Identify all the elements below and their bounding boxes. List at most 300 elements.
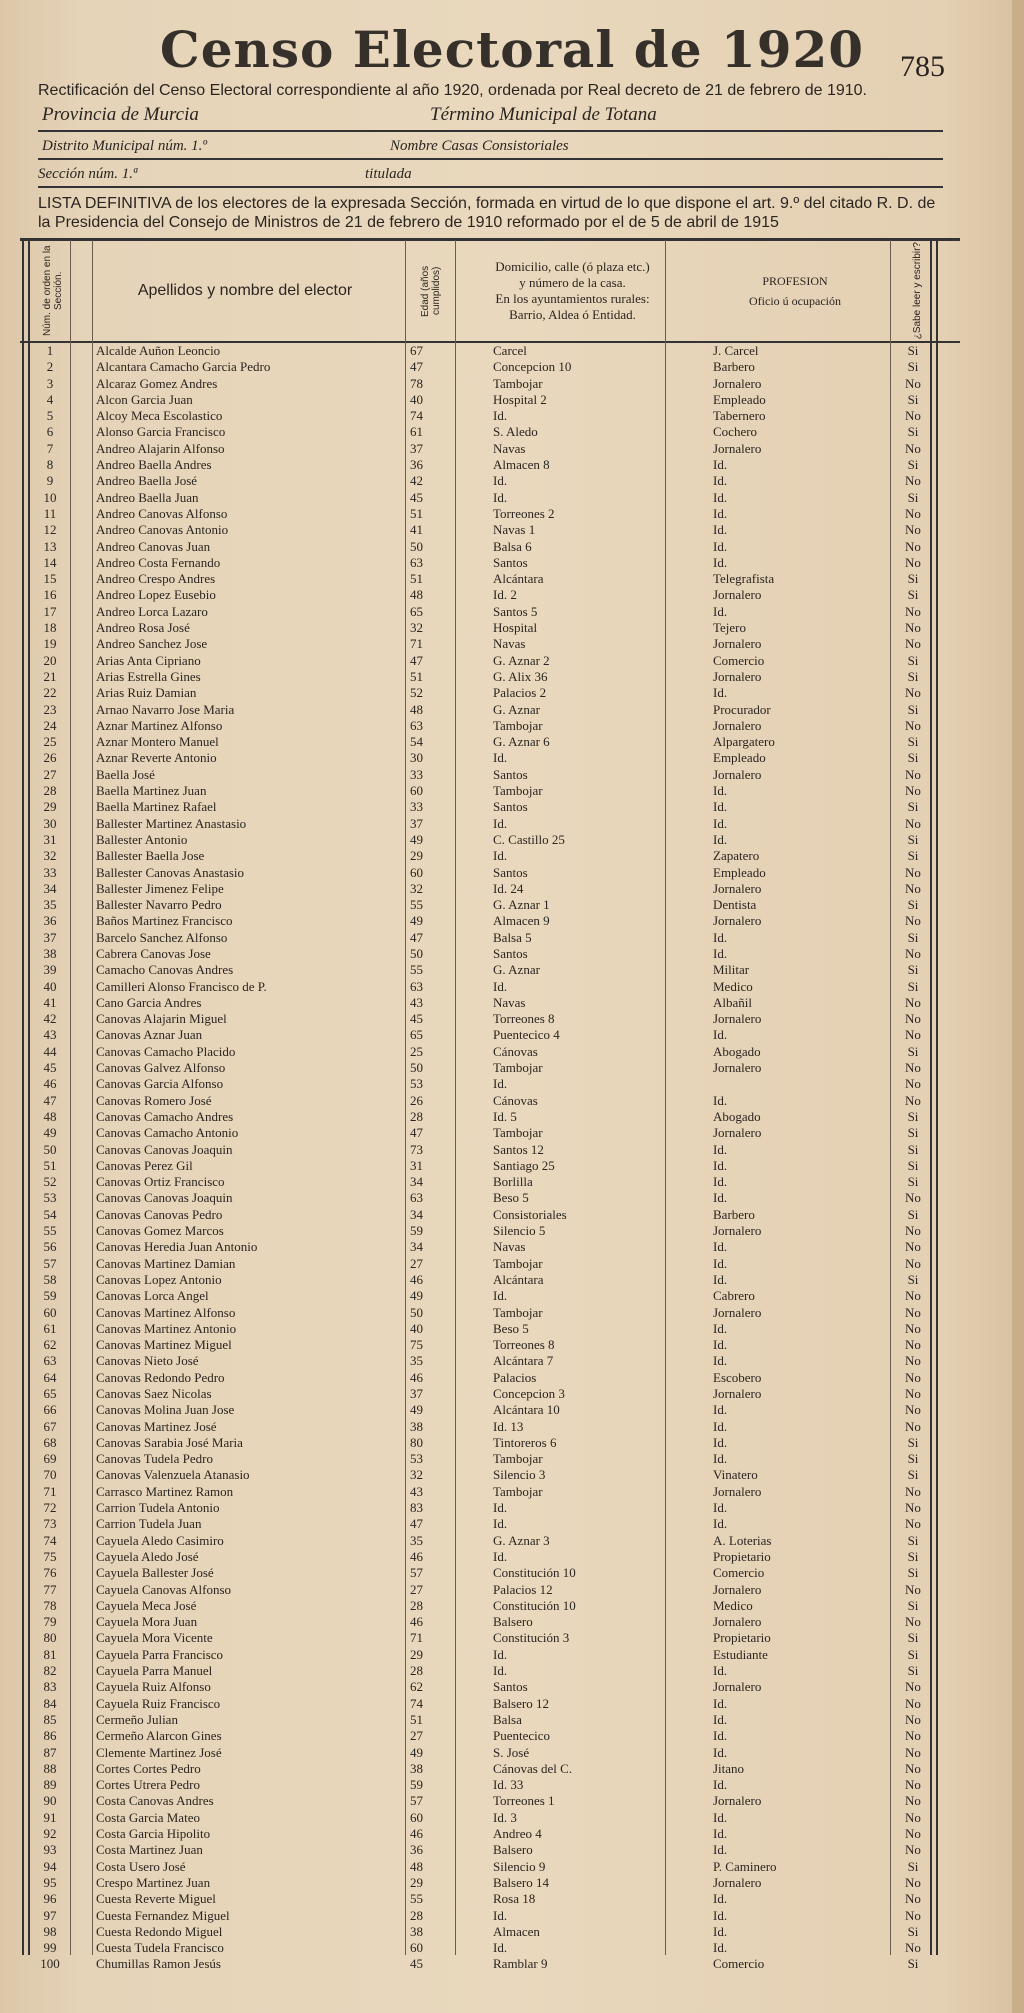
elector-name: Cayuela Aledo Casimiro (96, 1532, 224, 1548)
table-row (0, 1891, 1024, 1907)
table-row (0, 376, 1024, 392)
row-number: 31 (43, 831, 57, 847)
elector-age: 49 (410, 1744, 423, 1760)
elector-sabe-leer: Si (907, 1597, 919, 1613)
table-row (0, 653, 1024, 669)
elector-profesion: Jornalero (713, 1581, 762, 1597)
elector-profesion: Id. (713, 1842, 728, 1858)
row-number: 10 (43, 489, 57, 505)
table-row (0, 1500, 1024, 1516)
elector-domicilio: Id. (493, 1500, 508, 1516)
row-number: 87 (43, 1744, 57, 1760)
elector-sabe-leer: Si (907, 831, 919, 847)
elector-age: 46 (410, 1826, 423, 1842)
table-row (0, 1712, 1024, 1728)
elector-sabe-leer: Si (907, 978, 919, 994)
distrito: Distrito Municipal núm. 1.º (42, 138, 208, 154)
elector-name: Canovas Lorca Angel (96, 1288, 209, 1304)
elector-domicilio: G. Aznar (493, 701, 540, 717)
row-number: 84 (43, 1695, 57, 1711)
elector-profesion: Comercio (713, 1565, 765, 1581)
row-number: 86 (43, 1728, 57, 1744)
elector-age: 38 (410, 1760, 423, 1776)
elector-age: 75 (410, 1337, 423, 1353)
table-row (0, 408, 1024, 424)
elector-name: Arias Estrella Gines (96, 668, 201, 684)
elector-profesion: Propietario (713, 1630, 771, 1646)
elector-name: Canovas Ortiz Francisco (96, 1174, 225, 1190)
elector-domicilio: Concepcion 10 (493, 359, 572, 375)
elector-profesion: Alpargatero (713, 734, 775, 750)
elector-profesion: Jornalero (713, 1483, 762, 1499)
elector-name: Andreo Baella Juan (96, 489, 199, 505)
elector-sabe-leer: No (905, 375, 921, 391)
row-number: 12 (43, 522, 57, 538)
elector-name: Cuesta Tudela Francisco (96, 1940, 224, 1956)
elector-name: Ballester Jimenez Felipe (96, 880, 224, 896)
elector-sabe-leer: No (905, 554, 921, 570)
table-row (0, 897, 1024, 913)
elector-sabe-leer: No (905, 864, 921, 880)
elector-sabe-leer: No (905, 1255, 921, 1271)
table-row (0, 1125, 1024, 1141)
elector-name: Aznar Reverte Antonio (96, 750, 217, 766)
elector-name: Alcoy Meca Escolastico (96, 408, 223, 424)
row-number: 76 (43, 1565, 57, 1581)
row-number: 74 (43, 1532, 57, 1548)
elector-profesion: Jornalero (713, 1874, 762, 1890)
elector-name: Ballester Baella Jose (96, 848, 205, 864)
table-row (0, 962, 1024, 978)
elector-profesion: Id. (713, 1092, 728, 1108)
row-number: 25 (43, 734, 57, 750)
elector-age: 33 (410, 766, 423, 782)
elector-profesion: Id. (713, 685, 728, 701)
elector-sabe-leer: Si (907, 1646, 919, 1662)
table-row (0, 555, 1024, 571)
row-number: 65 (43, 1386, 57, 1401)
elector-name: Ballester Canovas Anastasio (96, 864, 245, 880)
table-row (0, 392, 1024, 408)
row-number: 82 (43, 1663, 57, 1679)
elector-sabe-leer: Si (907, 1206, 919, 1222)
elector-sabe-leer: Si (907, 701, 919, 717)
elector-profesion: Id. (713, 489, 728, 505)
elector-name: Barcelo Sanchez Alfonso (96, 929, 228, 945)
table-row (0, 734, 1024, 750)
table-row (0, 1207, 1024, 1223)
elector-age: 54 (410, 734, 423, 750)
elector-sabe-leer: No (905, 1011, 921, 1027)
elector-profesion: Id. (713, 1157, 728, 1173)
elector-name: Canovas Romero José (96, 1092, 212, 1108)
divider (38, 158, 943, 160)
table-row (0, 1663, 1024, 1679)
elector-domicilio: Torreones 8 (493, 1337, 555, 1353)
elector-domicilio: Id. (493, 1940, 508, 1956)
elector-sabe-leer: No (905, 1777, 921, 1793)
table-row (0, 1256, 1024, 1272)
elector-name: Cayuela Parra Francisco (96, 1646, 224, 1662)
elector-profesion: Medico (713, 978, 753, 994)
elector-name: Clemente Martinez José (96, 1744, 222, 1760)
elector-name: Costa Usero José (96, 1858, 186, 1874)
elector-domicilio: Palacios 12 (493, 1581, 553, 1597)
lista-definitiva: LISTA DEFINITIVA de los electores de la expresada Sección, formada en virtud de lo que dispone el art. 9.º del citado R. D. de la Presidencia del Consejo de Ministros de 21 de febrero de 1910 reformado por el de 5 de abril de 1915 (38, 195, 936, 231)
elector-sabe-leer: Si (907, 1271, 919, 1287)
table-row (0, 669, 1024, 685)
table-row (0, 1272, 1024, 1288)
elector-profesion: Id. (713, 457, 728, 473)
elector-profesion: Id. (713, 1809, 728, 1825)
elector-age: 55 (410, 1891, 423, 1907)
col-age-header: Edad (años cumplidos) (420, 265, 442, 317)
row-number: 64 (43, 1369, 57, 1385)
elector-age: 45 (410, 489, 423, 505)
table-row (0, 1305, 1024, 1321)
elector-name: Crespo Martinez Juan (96, 1874, 211, 1890)
elector-sabe-leer: No (905, 1060, 921, 1076)
col-profesion-header: PROFESION Oficio ú ocupación (749, 274, 841, 308)
elector-age: 28 (410, 1108, 423, 1124)
elector-profesion: Id. (713, 1940, 728, 1956)
elector-sabe-leer: No (905, 880, 921, 896)
elector-name: Canovas Camacho Antonio (96, 1125, 239, 1141)
elector-name: Baella Martinez Juan (96, 783, 207, 799)
elector-name: Canovas Molina Juan Jose (96, 1402, 235, 1418)
elector-age: 29 (410, 1646, 423, 1662)
table-row (0, 1728, 1024, 1744)
elector-profesion: Id. (713, 473, 728, 489)
row-number: 54 (43, 1206, 57, 1222)
table-row (0, 539, 1024, 555)
elector-profesion: Id. (713, 1190, 728, 1206)
row-number: 4 (46, 391, 54, 407)
elector-profesion: J. Carcel (713, 343, 759, 358)
elector-profesion: Id. (713, 1174, 728, 1190)
row-number: 51 (43, 1157, 57, 1173)
elector-name: Canovas Martinez Alfonso (96, 1304, 236, 1320)
elector-age: 63 (410, 554, 423, 570)
elector-age: 62 (410, 1679, 423, 1695)
elector-name: Canovas Perez Gil (96, 1157, 193, 1173)
table-row (0, 1647, 1024, 1663)
table-row (0, 1826, 1024, 1842)
elector-profesion: Id. (713, 1826, 728, 1842)
elector-name: Canovas Garcia Alfonso (96, 1076, 224, 1092)
elector-profesion: Militar (713, 962, 750, 978)
elector-domicilio: Beso 5 (493, 1320, 529, 1336)
elector-profesion: Id. (713, 1663, 728, 1679)
elector-name: Canovas Lopez Antonio (96, 1271, 222, 1287)
elector-profesion: Procurador (713, 701, 771, 717)
elector-profesion: Dentista (713, 897, 757, 913)
elector-domicilio: Id. 3 (493, 1809, 517, 1825)
elector-name: Costa Garcia Mateo (96, 1809, 200, 1825)
subtitle: Rectificación del Censo Electoral correspondiente al año 1920, ordenada por Real decreto de 21 de febrero de 1910. (38, 82, 867, 99)
elector-name: Ballester Antonio (96, 831, 188, 847)
elector-sabe-leer: Si (907, 1630, 919, 1646)
elector-profesion: Id. (713, 1728, 728, 1744)
elector-domicilio: G. Aznar 1 (493, 897, 550, 913)
elector-profesion: Id. (713, 1923, 728, 1939)
elector-domicilio: Navas 1 (493, 522, 536, 538)
elector-name: Canovas Aznar Juan (96, 1027, 203, 1043)
elector-age: 34 (410, 1239, 423, 1255)
elector-name: Costa Garcia Hipolito (96, 1826, 211, 1842)
row-number: 43 (43, 1027, 57, 1043)
elector-age: 41 (410, 522, 423, 538)
elector-age: 55 (410, 962, 423, 978)
elector-age: 49 (410, 913, 423, 929)
table-row (0, 1793, 1024, 1809)
elector-sabe-leer: Si (907, 799, 919, 815)
elector-name: Cuesta Redondo Miguel (96, 1923, 223, 1939)
elector-domicilio: Id. 33 (493, 1777, 524, 1793)
elector-name: Cayuela Mora Vicente (96, 1630, 213, 1646)
elector-sabe-leer: No (905, 603, 921, 619)
elector-sabe-leer: No (905, 1092, 921, 1108)
elector-domicilio: G. Aznar 2 (493, 652, 550, 668)
elector-domicilio: Torreones 2 (493, 505, 555, 521)
elector-name: Andreo Canovas Alfonso (96, 505, 228, 521)
elector-sabe-leer: No (905, 1891, 921, 1907)
elector-age: 33 (410, 799, 423, 815)
elector-name: Andreo Canovas Juan (96, 538, 211, 554)
table-row (0, 1011, 1024, 1027)
table-row (0, 441, 1024, 457)
elector-domicilio: Id. (493, 978, 508, 994)
row-number: 90 (43, 1793, 57, 1809)
elector-sabe-leer: No (905, 1711, 921, 1727)
elector-name: Arias Ruiz Damian (96, 685, 197, 701)
row-number: 56 (43, 1239, 57, 1255)
elector-domicilio: Tintoreros 6 (493, 1434, 557, 1450)
elector-domicilio: Tambojar (493, 1483, 543, 1499)
elector-domicilio: Almacen 8 (493, 457, 550, 473)
table-row (0, 816, 1024, 832)
elector-age: 60 (410, 1809, 423, 1825)
elector-age: 46 (410, 1271, 423, 1287)
row-number: 53 (43, 1190, 57, 1206)
elector-profesion: Barbero (713, 359, 755, 375)
elector-domicilio: Tambojar (493, 717, 543, 733)
elector-name: Baella Martinez Rafael (96, 799, 217, 815)
elector-profesion: Barbero (713, 1206, 755, 1222)
table-row (0, 587, 1024, 603)
elector-profesion: Empleado (713, 750, 766, 766)
elector-domicilio: Constitución 3 (493, 1630, 570, 1646)
elector-name: Cermeño Julian (96, 1711, 178, 1727)
elector-age: 32 (410, 1467, 423, 1483)
table-row (0, 1842, 1024, 1858)
elector-name: Cayuela Meca José (96, 1597, 197, 1613)
table-row (0, 1093, 1024, 1109)
table-row (0, 1174, 1024, 1190)
elector-sabe-leer: Si (907, 343, 919, 358)
elector-name: Canovas Camacho Andres (96, 1108, 234, 1124)
row-number: 28 (43, 783, 57, 799)
elector-profesion: Jornalero (713, 1679, 762, 1695)
elector-age: 73 (410, 1141, 423, 1157)
elector-domicilio: Id. (493, 848, 508, 864)
elector-domicilio: Id. 5 (493, 1108, 517, 1124)
elector-domicilio: Puentecico 4 (493, 1027, 560, 1043)
elector-profesion: A. Loterias (713, 1532, 772, 1548)
elector-name: Costa Canovas Andres (96, 1793, 214, 1809)
nombre-distrito: Nombre Casas Consistoriales (390, 138, 569, 154)
elector-domicilio: G. Alix 36 (493, 668, 548, 684)
row-number: 62 (43, 1337, 57, 1353)
elector-profesion: Jornalero (713, 1060, 762, 1076)
elector-domicilio: Silencio 5 (493, 1223, 546, 1239)
elector-profesion: Id. (713, 603, 728, 619)
elector-domicilio: Alcántara 10 (493, 1402, 560, 1418)
elector-name: Arias Anta Cipriano (96, 652, 201, 668)
table-row (0, 506, 1024, 522)
elector-age: 60 (410, 864, 423, 880)
table-row (0, 1337, 1024, 1353)
table-row (0, 1386, 1024, 1402)
elector-profesion: Jornalero (713, 1304, 762, 1320)
elector-sabe-leer: Si (907, 424, 919, 440)
table-row (0, 1158, 1024, 1174)
elector-domicilio: Borlilla (493, 1174, 533, 1190)
elector-age: 55 (410, 897, 423, 913)
elector-name: Camacho Canovas Andres (96, 962, 234, 978)
row-number: 57 (43, 1255, 57, 1271)
elector-domicilio: Id. (493, 1907, 508, 1923)
table-row (0, 1060, 1024, 1076)
elector-profesion: Empleado (713, 391, 766, 407)
elector-domicilio: Almacen (493, 1923, 540, 1939)
elector-profesion: Id. (713, 1711, 728, 1727)
elector-domicilio: Balsero (493, 1842, 533, 1858)
elector-sabe-leer: No (905, 473, 921, 489)
elector-domicilio: Tambojar (493, 1304, 543, 1320)
elector-domicilio: C. Castillo 25 (493, 831, 565, 847)
row-number: 88 (43, 1760, 57, 1776)
table-row (0, 1142, 1024, 1158)
elector-age: 67 (410, 343, 423, 358)
titulada: titulada (365, 166, 412, 182)
elector-sabe-leer: Si (907, 489, 919, 505)
elector-name: Cayuela Parra Manuel (96, 1663, 213, 1679)
row-number: 29 (43, 799, 57, 815)
elector-age: 59 (410, 1223, 423, 1239)
elector-age: 27 (410, 1728, 423, 1744)
elector-sabe-leer: Si (907, 1923, 919, 1939)
row-number: 73 (43, 1516, 57, 1532)
elector-name: Andreo Canovas Antonio (96, 522, 229, 538)
elector-domicilio: Id. (493, 473, 508, 489)
elector-age: 38 (410, 1923, 423, 1939)
elector-domicilio: Tambojar (493, 783, 543, 799)
elector-profesion: Id. (713, 1271, 728, 1287)
elector-domicilio: Beso 5 (493, 1190, 529, 1206)
row-number: 67 (43, 1418, 57, 1434)
row-number: 38 (43, 945, 57, 961)
table-row (0, 1370, 1024, 1386)
elector-sabe-leer: Si (907, 1108, 919, 1124)
elector-profesion: Jornalero (713, 1386, 762, 1401)
elector-domicilio: Constitución 10 (493, 1597, 576, 1613)
elector-name: Andreo Baella José (96, 473, 198, 489)
elector-profesion: Jornalero (713, 1223, 762, 1239)
elector-profesion: Id. (713, 1777, 728, 1793)
elector-sabe-leer: Si (907, 1858, 919, 1874)
row-number: 22 (43, 685, 57, 701)
elector-name: Cermeño Alarcon Gines (96, 1728, 222, 1744)
elector-domicilio: Id. (493, 1516, 508, 1532)
row-number: 79 (43, 1614, 57, 1630)
elector-age: 80 (410, 1434, 423, 1450)
elector-domicilio: G. Aznar 3 (493, 1532, 550, 1548)
elector-sabe-leer: No (905, 1288, 921, 1304)
elector-domicilio: Navas (493, 440, 526, 456)
elector-name: Canovas Saez Nicolas (96, 1386, 212, 1401)
row-number: 20 (43, 652, 57, 668)
elector-sabe-leer: Si (907, 1434, 919, 1450)
elector-sabe-leer: Si (907, 929, 919, 945)
table-row (0, 604, 1024, 620)
table-row (0, 1924, 1024, 1940)
table-row (0, 1076, 1024, 1092)
elector-age: 30 (410, 750, 423, 766)
elector-name: Alonso Garcia Francisco (96, 424, 226, 440)
elector-name: Andreo Costa Fernando (96, 554, 221, 570)
elector-name: Cuesta Fernandez Miguel (96, 1907, 230, 1923)
table-row (0, 1696, 1024, 1712)
elector-sabe-leer: No (905, 1076, 921, 1092)
document-title: Censo Electoral de 1920 (159, 20, 865, 79)
elector-profesion: Id. (713, 522, 728, 538)
row-number: 71 (43, 1483, 57, 1499)
elector-age: 42 (410, 473, 423, 489)
elector-profesion: Vinatero (713, 1467, 758, 1483)
table-row (0, 979, 1024, 995)
elector-sabe-leer: No (905, 1826, 921, 1842)
elector-domicilio: Constitución 10 (493, 1565, 576, 1581)
table-row (0, 783, 1024, 799)
elector-domicilio: Navas (493, 1239, 526, 1255)
row-number: 13 (43, 538, 57, 554)
elector-profesion: Id. (713, 1239, 728, 1255)
elector-name: Canovas Martinez Miguel (96, 1337, 232, 1353)
table-row (0, 1419, 1024, 1435)
elector-age: 37 (410, 815, 423, 831)
elector-domicilio: Balsero 14 (493, 1874, 549, 1890)
elector-name: Chumillas Ramon Jesús (96, 1956, 221, 1972)
elector-sabe-leer: Si (907, 897, 919, 913)
elector-age: 48 (410, 587, 423, 603)
row-number: 21 (43, 668, 57, 684)
table-row (0, 767, 1024, 783)
elector-domicilio: Tambojar (493, 1255, 543, 1271)
elector-sabe-leer: Si (907, 1663, 919, 1679)
elector-sabe-leer: No (905, 1809, 921, 1825)
elector-age: 53 (410, 1451, 423, 1467)
elector-name: Cayuela Ruiz Alfonso (96, 1679, 211, 1695)
elector-age: 47 (410, 652, 423, 668)
elector-age: 47 (410, 1516, 423, 1532)
table-row (0, 995, 1024, 1011)
table-row (0, 946, 1024, 962)
elector-sabe-leer: No (905, 1418, 921, 1434)
elector-profesion: Id. (713, 538, 728, 554)
elector-profesion: Id. (713, 1418, 728, 1434)
elector-domicilio: Hospital 2 (493, 391, 547, 407)
